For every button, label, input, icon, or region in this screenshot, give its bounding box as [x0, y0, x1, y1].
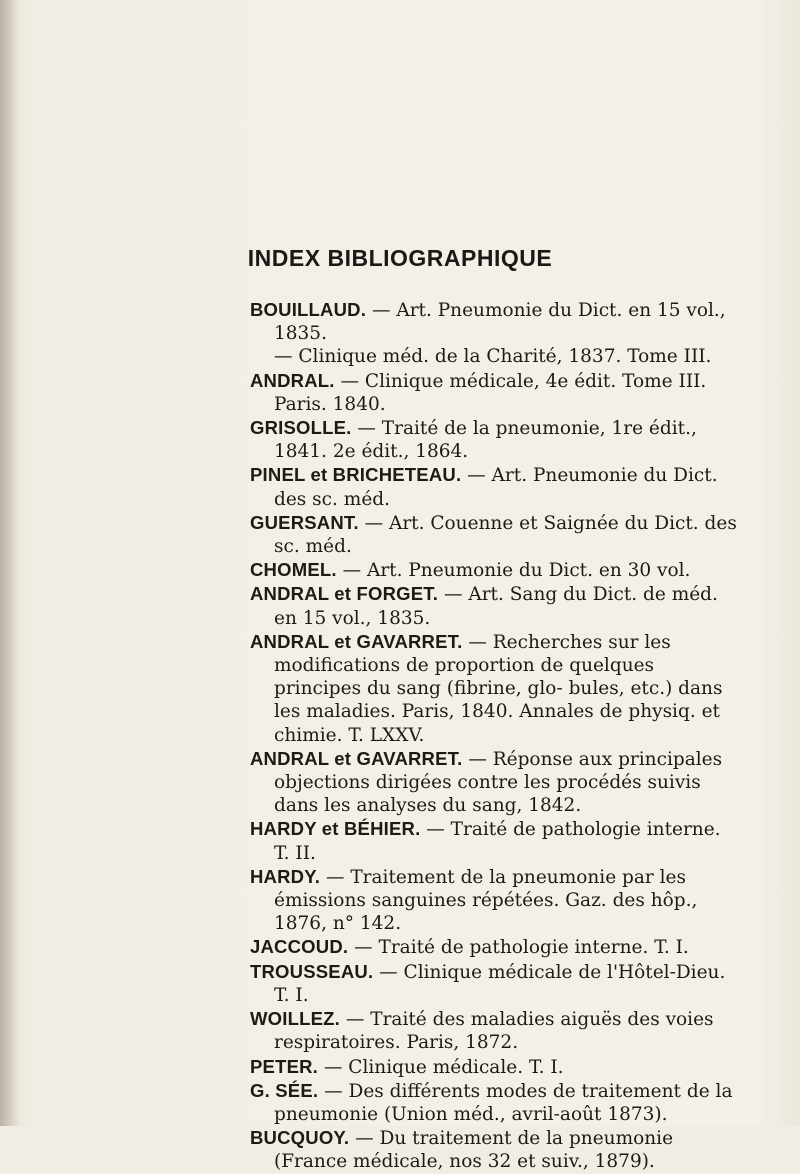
bibliography-entry [250, 817, 740, 864]
entry-author: ANDRAL. [250, 369, 335, 391]
entry-author: TROUSSEAU. [250, 960, 374, 982]
entry-text: — Art. Pneumonie du Dict. des sc. méd. [274, 465, 718, 510]
bibliography-entry [250, 865, 740, 936]
binding-shadow [0, 0, 20, 1126]
entry-author: JACCOUD. [250, 936, 349, 958]
bibliography-entry [250, 369, 740, 416]
bibliography-entry [250, 747, 740, 818]
page-title: INDEX BIBLIOGRAPHIQUE [247, 245, 553, 271]
bibliography-entry [250, 1007, 740, 1054]
entry-author: ANDRAL et GAVARRET. [250, 747, 463, 769]
entry-author: PETER. [250, 1055, 319, 1077]
entry-author: G. SÉE. [250, 1079, 319, 1101]
entry-text: — Traitement de la pneumonie par les émissions sanguines répétées. Gaz. des hôp., 1876, n° 142. [274, 866, 698, 935]
bibliography-entry [250, 345, 740, 368]
bibliography-entry [250, 511, 740, 558]
entry-text: — Recherches sur les modifications de proportion de quelques principes du sang (fibrine, glo- bules, etc.) dans les maladies. Paris, 1840. Annales de physiq. et chimie. T. LXXV. [274, 631, 723, 746]
bibliography-entry [250, 1126, 740, 1173]
entry-author: GRISOLLE. [250, 417, 352, 439]
entry-author: BUCQUOY. [250, 1127, 350, 1149]
entry-author: ANDRAL et GAVARRET. [250, 630, 463, 652]
entry-author: ANDRAL et FORGET. [250, 583, 439, 605]
bibliography-entry [250, 1055, 740, 1079]
entry-text: — Clinique méd. de la Charité, 1837. Tome III. [274, 346, 712, 368]
entry-author: CHOMEL. [250, 559, 337, 581]
entry-text: — Clinique médicale, 4e édit. Tome III. Paris. 1840. [274, 370, 707, 415]
bibliography-entry [250, 1079, 740, 1126]
bibliography-entry [250, 582, 740, 629]
entry-author: HARDY. [250, 865, 321, 887]
entry-text: — Clinique médicale de l'Hôtel-Dieu. T. I. [274, 961, 726, 1006]
bibliography-list [250, 298, 740, 1174]
bibliography-entry [250, 416, 740, 463]
bibliography-entry [250, 558, 740, 582]
entry-author: PINEL et BRICHETEAU. [250, 464, 462, 486]
entry-text: — Art. Pneumonie du Dict. en 15 vol., 1835. [274, 300, 726, 345]
entry-text: — Art. Couenne et Saignée du Dict. des sc. méd. [274, 512, 737, 558]
entry-text: — Traité des maladies aiguës des voies respiratoires. Paris, 1872. [274, 1009, 714, 1054]
entry-text: — Art. Sang du Dict. de méd. en 15 vol., 1835. [274, 584, 718, 629]
entry-text: — Traité de pathologie interne. T. I. [348, 937, 689, 959]
entry-author: GUERSANT. [250, 511, 359, 533]
entry-author: BOUILLAUD. [250, 299, 367, 320]
bibliography-entry [250, 463, 740, 510]
entry-text: — Traité de la pneumonie, 1re édit., 1841. 2e édit., 1864. [274, 418, 697, 463]
bibliography-entry [250, 960, 740, 1007]
bibliography-entry [250, 935, 740, 959]
entry-text: — Réponse aux principales objections dirigées contre les procédés suivis dans les analyses du sang, 1842. [274, 748, 723, 817]
entry-author: HARDY et BÉHIER. [250, 818, 421, 840]
bibliography-entry [250, 630, 740, 747]
entry-text: — Clinique médicale. T. I. [318, 1056, 564, 1078]
entry-text: — Art. Pneumonie du Dict. en 30 vol. [336, 560, 691, 582]
bibliography-entry [250, 298, 740, 345]
entry-author: WOILLEZ. [250, 1008, 340, 1030]
entry-text: — Traité de pathologie interne. T. II. [274, 819, 721, 864]
entry-text: — Du traitement de la pneumonie (France médicale, nos 32 et suiv., 1879). [274, 1128, 674, 1173]
entry-text: — Des différents modes de traitement de la pneumonie (Union méd., avril-août 1873). [274, 1080, 733, 1125]
